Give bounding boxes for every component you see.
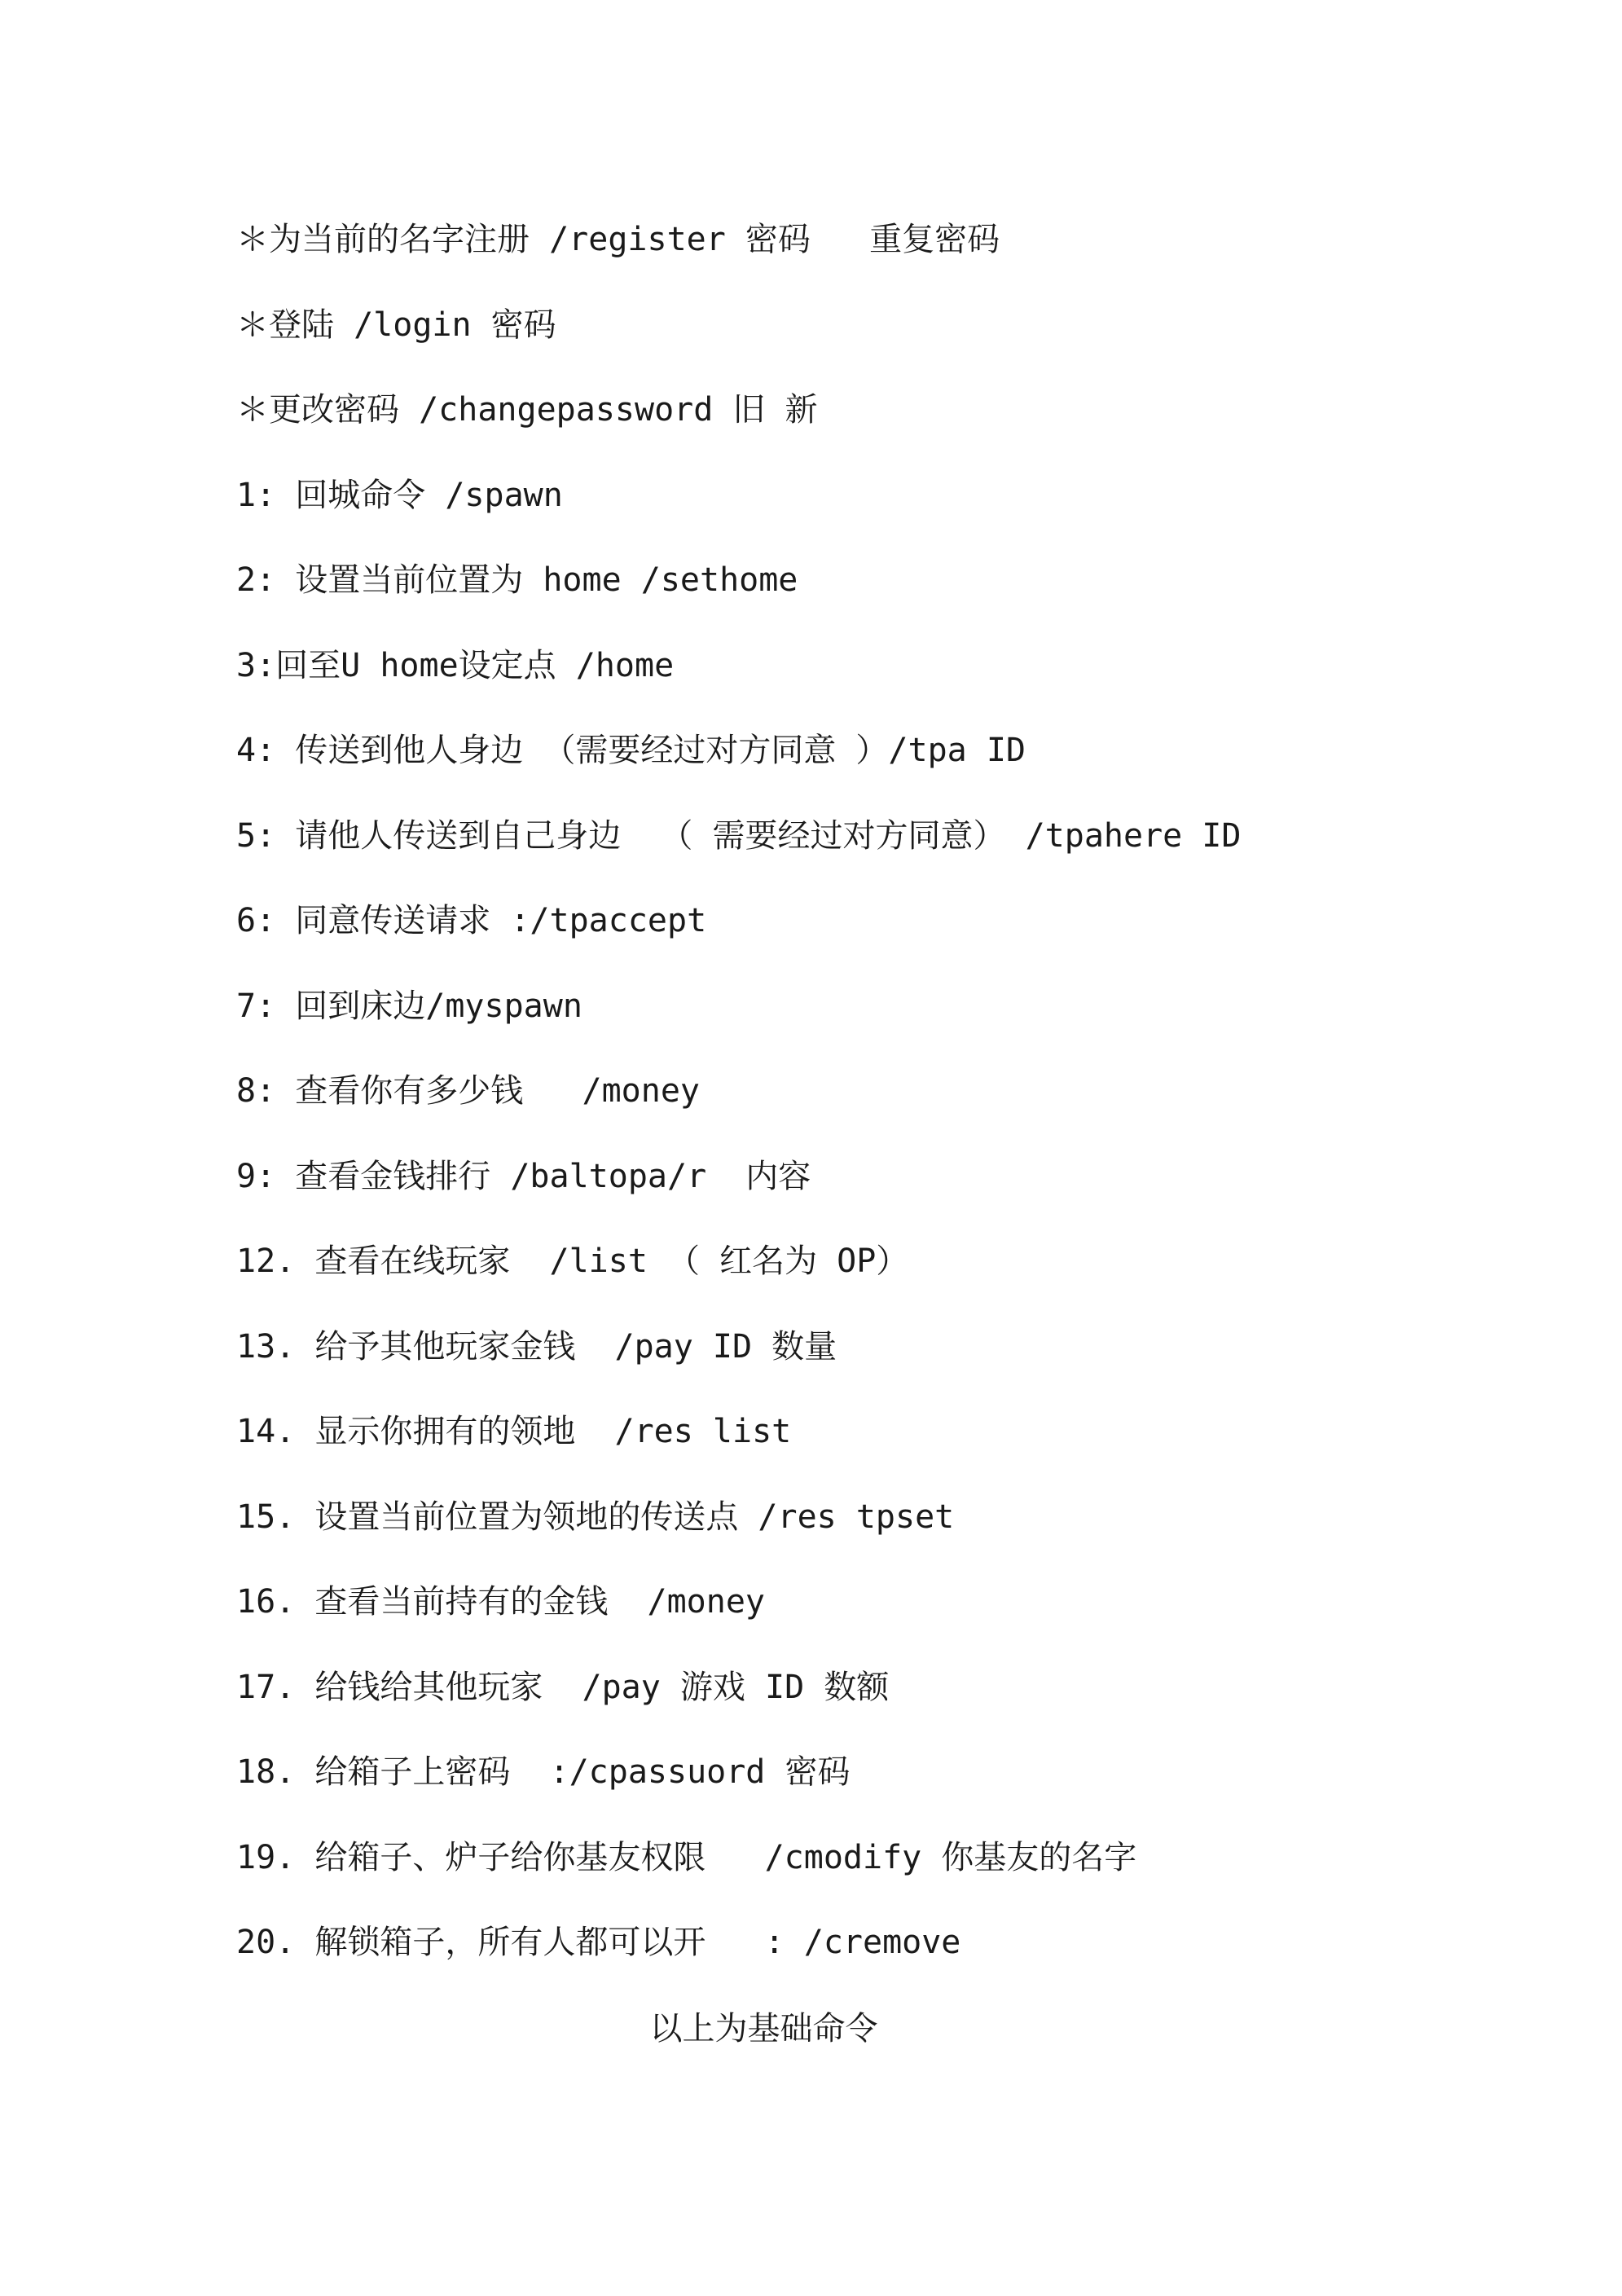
- command-line: ＊为当前的名字注册 /register 密码 重复密码: [236, 221, 1000, 258]
- command-line: 19. 给箱子、炉子给你基友权限 /cmodify 你基友的名字: [236, 1838, 1137, 1876]
- command-line: 2: 设置当前位置为 home /sethome: [236, 561, 798, 599]
- command-line: 1: 回城命令 /spawn: [236, 476, 563, 514]
- command-line: 13. 给予其他玩家金钱 /pay ID 数量: [236, 1327, 837, 1366]
- command-line: 15. 设置当前位置为领地的传送点 /res tpset: [236, 1498, 955, 1536]
- command-line: 20. 解锁箱子，所有人都可以开 : /cremove: [236, 1924, 961, 1961]
- command-line: 3:回至U home设定点 /home: [236, 646, 675, 684]
- command-line: 8: 查看你有多少钱 /money: [236, 1072, 700, 1110]
- command-line: 9: 查看金钱排行 /baltopa/r 内容: [236, 1157, 811, 1195]
- footer-caption: 以上为基础命令: [649, 2010, 878, 2047]
- command-line: 5: 请他人传送到自己身边 （ 需要经过对方同意） /tpahere ID: [236, 816, 1242, 855]
- command-line: 17. 给钱给其他玩家 /pay 游戏 ID 数额: [236, 1668, 890, 1706]
- command-line: 6: 同意传送请求 :/tpaccept: [236, 902, 707, 939]
- command-line: 16. 查看当前持有的金钱 /money: [236, 1583, 765, 1621]
- command-line: ＊登陆 /login 密码: [236, 306, 556, 344]
- command-line: 4: 传送到他人身边 （需要经过对方同意 ）/tpa ID: [236, 732, 1026, 769]
- command-line: 12. 查看在线玩家 /list （ 红名为 OP）: [236, 1243, 909, 1280]
- command-line: 14. 显示你拥有的领地 /res list: [236, 1413, 792, 1450]
- command-line: 18. 给箱子上密码 :/cpassuord 密码: [236, 1753, 851, 1791]
- command-line: 7: 回到床边/myspawn: [236, 987, 582, 1025]
- command-list: [236, 213, 1540, 2002]
- command-line: ＊更改密码 /changepassword 旧 新: [236, 391, 818, 429]
